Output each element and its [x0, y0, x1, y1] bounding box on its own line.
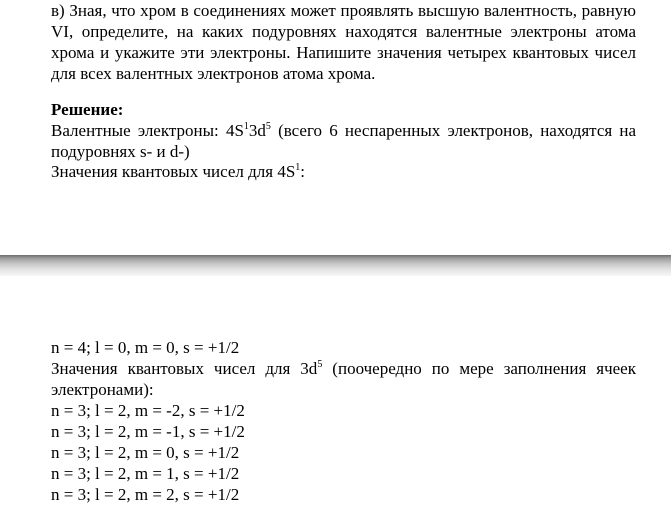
task-text: в) Зная, что хром в соединениях может проявлять высшую валентность, равную VI, определите, на каких подуровнях находятся валентные электроны атома хрома и укажите эти электроны. Напишите значения четырех квантовых чисел для всех валентных электронов атома хрома.: [51, 1, 636, 83]
valence-d-exponent: 5: [265, 121, 271, 132]
d-heading-exponent: 5: [317, 359, 323, 370]
document-page-top: [0, 0, 671, 255]
d-heading-suffix: (поочередно по мере заполнения ячеек электронами):: [51, 359, 636, 399]
valence-suffix: (всего 6 неспаренных электронов, находятся на подуровнях s- и d-): [51, 121, 636, 161]
s-heading-suffix: :: [300, 162, 306, 181]
d-quantum-values-list: [51, 400, 636, 505]
valence-mid: 3d: [248, 121, 266, 140]
solution-heading: Решение:: [51, 100, 124, 119]
d-quantum-value-line: n = 3; l = 2, m = 0, s = +1/2: [51, 443, 240, 462]
page-break-shadow: [0, 255, 671, 276]
s-heading-prefix: Значения квантовых чисел для 4S: [51, 162, 296, 181]
valence-prefix: Валентные электроны: 4S: [51, 121, 244, 140]
d-quantum-value-line: n = 3; l = 2, m = 1, s = +1/2: [51, 464, 240, 483]
s-quantum-values: n = 4; l = 0, m = 0, s = +1/2: [51, 338, 240, 357]
valence-electrons-text: [51, 120, 636, 162]
d-heading-prefix: Значения квантовых чисел для 3d: [51, 359, 318, 378]
d-quantum-value-line: n = 3; l = 2, m = -1, s = +1/2: [51, 422, 245, 441]
s-quantum-heading: [51, 161, 636, 182]
d-quantum-value-line: n = 3; l = 2, m = 2, s = +1/2: [51, 485, 240, 504]
d-quantum-heading: [51, 358, 636, 400]
valence-s-exponent: 1: [243, 121, 249, 132]
s-heading-exponent: 1: [295, 162, 301, 173]
d-quantum-value-line: n = 3; l = 2, m = -2, s = +1/2: [51, 401, 245, 420]
